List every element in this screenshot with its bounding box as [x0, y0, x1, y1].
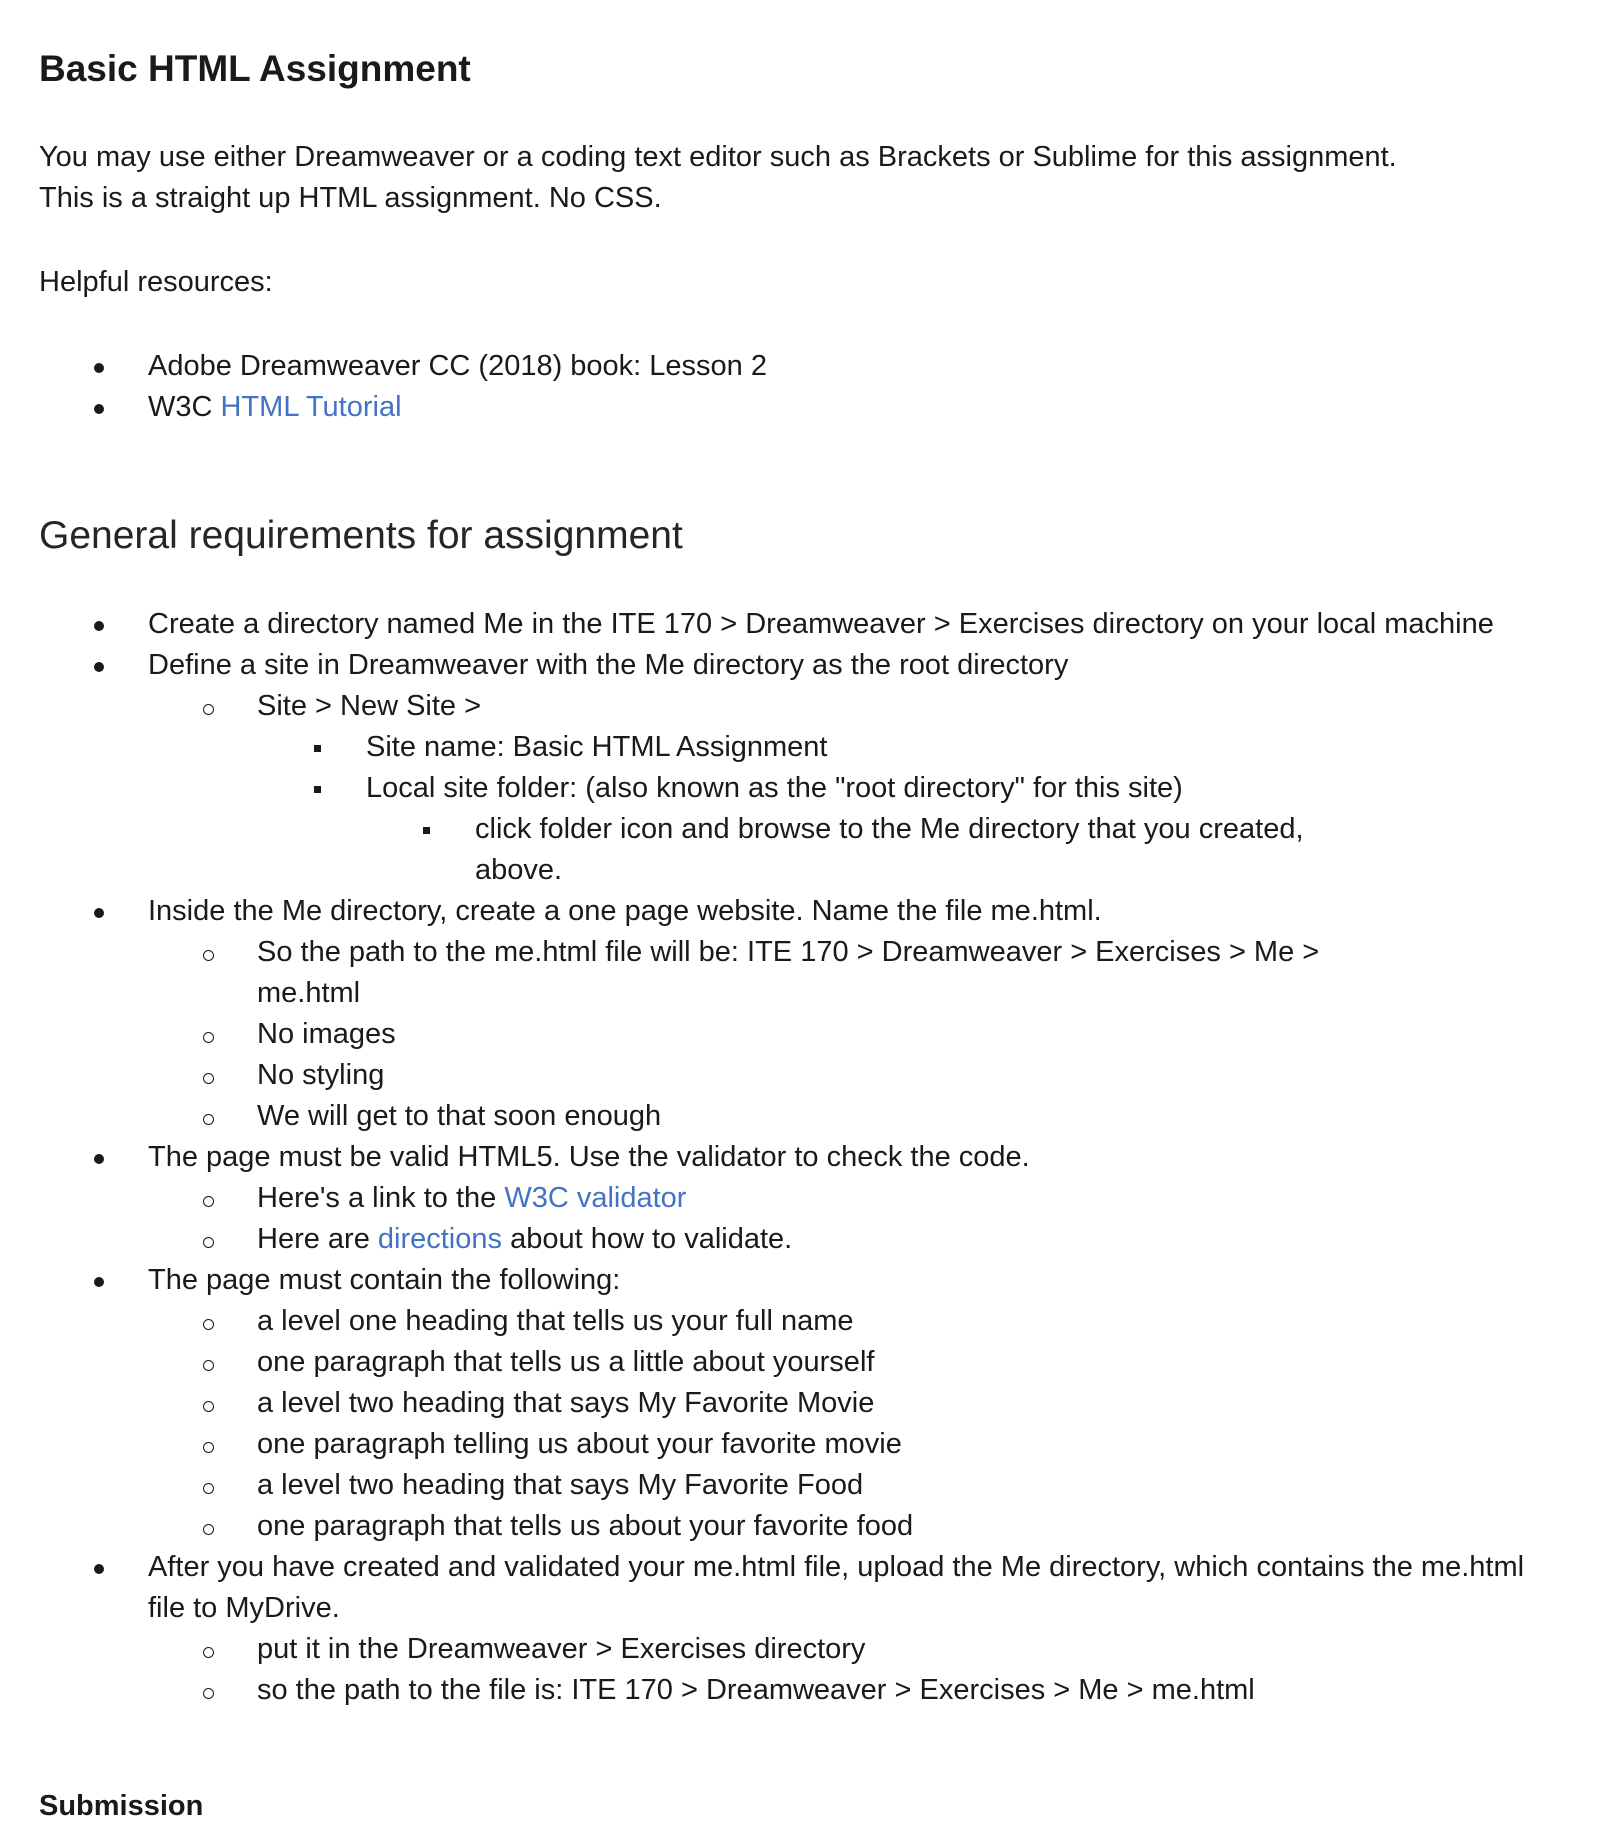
list-item: so the path to the file is: ITE 170 > Dreamweaver > Exercises > Me > me.html	[257, 1670, 1528, 1711]
sublist	[148, 686, 1528, 891]
circle-bullet-icon	[193, 1301, 223, 1330]
square-bullet-icon	[302, 727, 332, 752]
cut-off-heading: Submission	[39, 1790, 204, 1822]
sublist	[148, 932, 1528, 1137]
list-item: No images	[257, 1014, 1528, 1055]
list-item: a level two heading that says My Favorite Food	[257, 1465, 1528, 1506]
circle-bullet-icon	[193, 932, 223, 961]
resources-list	[148, 346, 1528, 428]
circle-bullet-icon	[193, 1219, 223, 1248]
section-heading: General requirements for assignment	[39, 514, 683, 557]
circle-bullet-icon	[193, 1014, 223, 1043]
circle-bullet-icon	[193, 1670, 223, 1699]
circle-bullet-icon	[193, 1465, 223, 1494]
sublist	[148, 1629, 1528, 1711]
square-bullet-icon	[302, 768, 332, 793]
circle-bullet-icon	[193, 1506, 223, 1535]
circle-bullet-icon	[193, 1383, 223, 1412]
bullet-icon	[84, 1137, 114, 1164]
list-item: The page must contain the following: a level one heading that tells us your full name one paragraph that tells us a little about yourself a level two heading that says My Favorite Movie one paragraph telling us about your favorite movie a level two heading that says My Favorite Food one paragraph that tells us about your favorite food	[148, 1260, 1528, 1547]
circle-bullet-icon	[193, 1629, 223, 1658]
intro-paragraph: You may use either Dreamweaver or a coding text editor such as Brackets or Sublime for this assignment. This is a straight up HTML assignment. No CSS.	[39, 141, 1397, 214]
circle-bullet-icon	[193, 686, 223, 715]
sublist	[148, 1178, 1528, 1260]
list-item: Site > New Site > Site name: Basic HTML Assignment Local site folder: (also known as the "root directory" for this site) click folder icon and browse to the Me directory that you created, above.	[257, 686, 1528, 891]
list-item: The page must be valid HTML5. Use the validator to check the code. Here's a link to the W3C validator Here are directions about how to validate.	[148, 1137, 1528, 1260]
list-item: After you have created and validated your me.html file, upload the Me directory, which contains the me.html file to MyDrive. put it in the Dreamweaver > Exercises directory so the path to the file is: ITE 170 > Dreamweaver > Exercises > Me > me.html	[148, 1547, 1528, 1711]
list-item: click folder icon and browse to the Me directory that you created, above.	[475, 809, 1375, 891]
bullet-icon	[84, 604, 114, 631]
html-tutorial-link[interactable]: HTML Tutorial	[220, 391, 402, 423]
list-item: Inside the Me directory, create a one page website. Name the file me.html. So the path to the me.html file will be: ITE 170 > Dreamweaver > Exercises > Me > me.html No images No styling We will get to that soon enough	[148, 891, 1528, 1137]
list-item: a level one heading that tells us your full name	[257, 1301, 1528, 1342]
list-item: put it in the Dreamweaver > Exercises directory	[257, 1629, 1528, 1670]
bullet-icon	[84, 645, 114, 672]
sublist	[148, 1301, 1528, 1547]
sublist	[257, 727, 1528, 891]
list-item: Site name: Basic HTML Assignment	[366, 727, 1528, 768]
sublist	[366, 809, 1528, 891]
bullet-icon	[84, 891, 114, 918]
list-item: one paragraph that tells us about your favorite food	[257, 1506, 1528, 1547]
page-title: Basic HTML Assignment	[39, 48, 471, 89]
list-item: one paragraph telling us about your favorite movie	[257, 1424, 1528, 1465]
circle-bullet-icon	[193, 1055, 223, 1084]
list-item: a level two heading that says My Favorite Movie	[257, 1383, 1528, 1424]
list-item: one paragraph that tells us a little about yourself	[257, 1342, 1528, 1383]
list-item: Here's a link to the W3C validator	[257, 1178, 1528, 1219]
bullet-icon	[84, 387, 114, 414]
circle-bullet-icon	[193, 1178, 223, 1207]
list-item: Create a directory named Me in the ITE 170 > Dreamweaver > Exercises directory on your local machine	[148, 604, 1528, 645]
list-item: So the path to the me.html file will be: ITE 170 > Dreamweaver > Exercises > Me > me.html	[257, 932, 1417, 1014]
list-item: W3C HTML Tutorial	[148, 387, 1528, 428]
list-item: No styling	[257, 1055, 1528, 1096]
circle-bullet-icon	[193, 1424, 223, 1453]
w3c-validator-link[interactable]: W3C validator	[504, 1182, 687, 1214]
list-item: We will get to that soon enough	[257, 1096, 1528, 1137]
bullet-icon	[84, 1260, 114, 1287]
list-item: Here are directions about how to validate.	[257, 1219, 1528, 1260]
circle-bullet-icon	[193, 1096, 223, 1125]
circle-bullet-icon	[193, 1342, 223, 1371]
requirements-list	[148, 604, 1528, 1711]
list-item: Adobe Dreamweaver CC (2018) book: Lesson 2	[148, 346, 1528, 387]
list-item: Local site folder: (also known as the "root directory" for this site) click folder icon and browse to the Me directory that you created, above.	[366, 768, 1528, 891]
bullet-icon	[84, 1547, 114, 1574]
bullet-icon	[84, 346, 114, 373]
directions-link[interactable]: directions	[377, 1223, 503, 1255]
square-bullet-icon	[411, 809, 441, 834]
resources-label: Helpful resources:	[39, 266, 273, 298]
list-item: Define a site in Dreamweaver with the Me directory as the root directory Site > New Site > Site name: Basic HTML Assignment Local site folder: (also known as the "root directory" for this site) click folder icon and browse to the Me directory that you created, above.	[148, 645, 1528, 891]
